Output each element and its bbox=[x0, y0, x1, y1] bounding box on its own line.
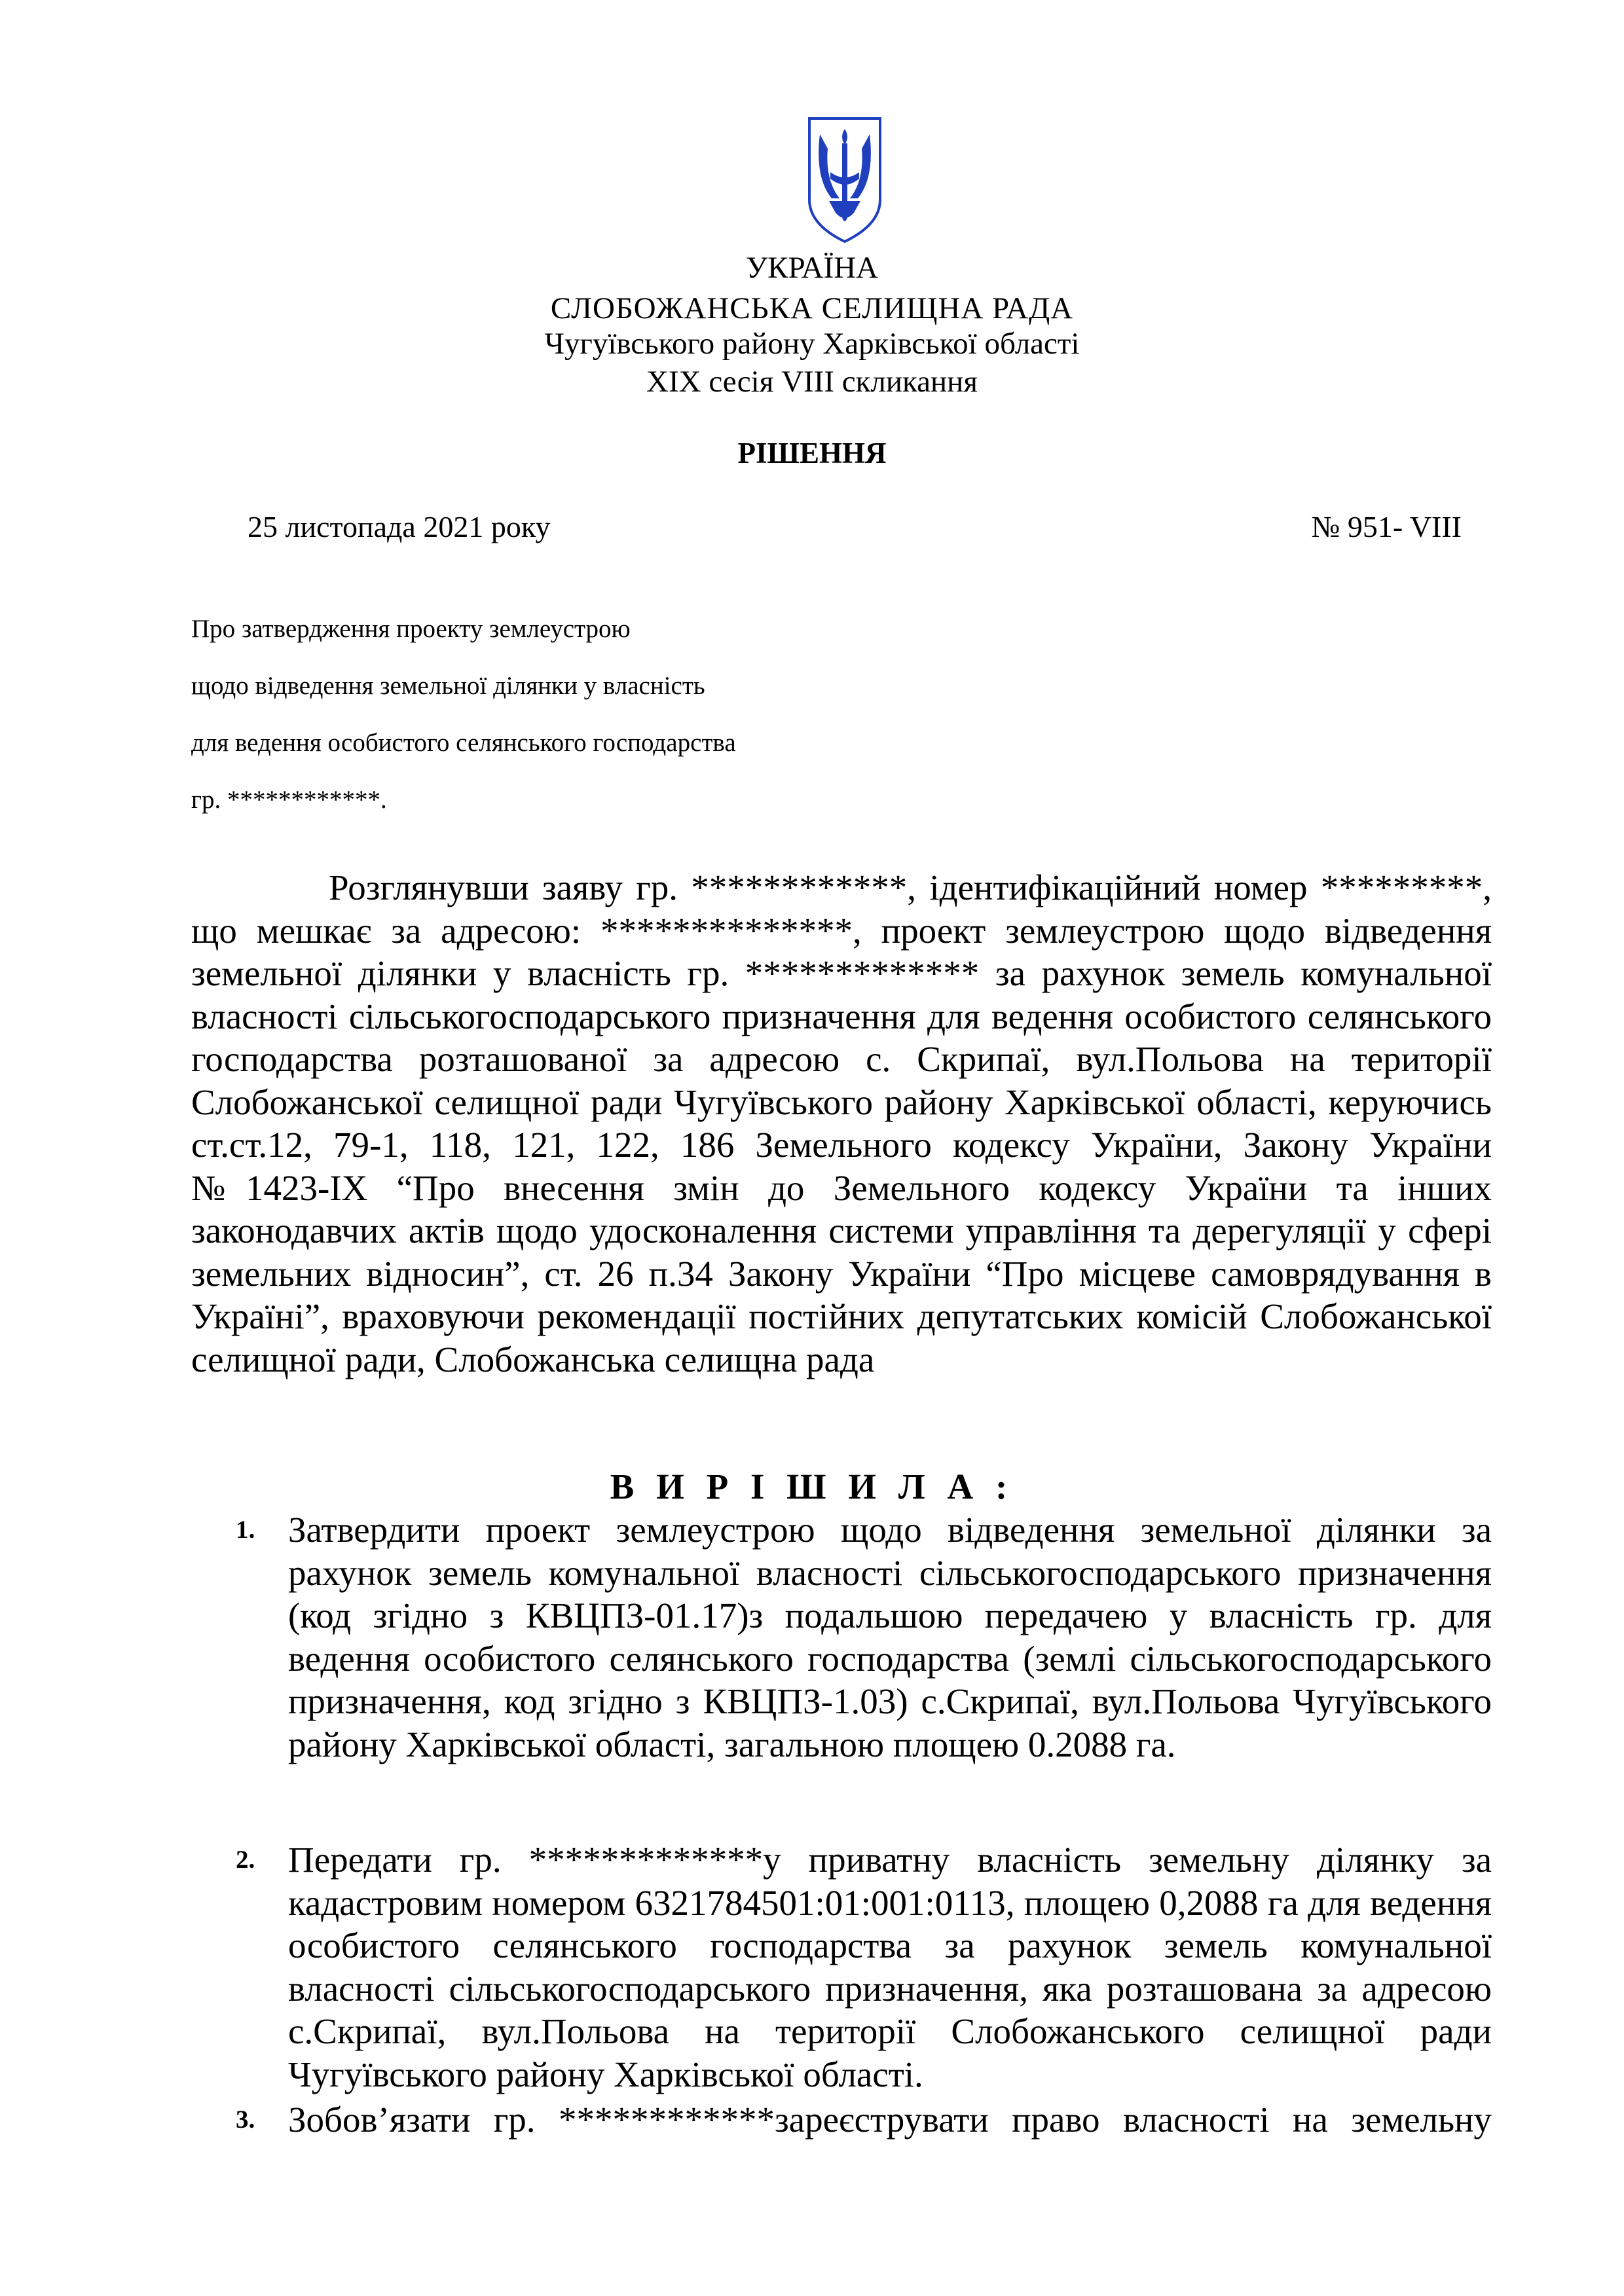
header-session: ХІХ сесія VIІІ скликання bbox=[646, 365, 978, 399]
subject-line: щодо відведення земельної ділянки у власність bbox=[191, 672, 705, 700]
header-district: Чугуївського району Харківської області bbox=[544, 327, 1080, 361]
item-text: Затвердити проект землеустрою щодо відведення земельної ділянки за рахунок земель комунальної власності сільськогосподарського призначення (код згідно з КВЦПЗ-01.17)з подальшою передачею у власність гр. для ведення особистого селянського господарства (землі сільськогосподарського призначення, код згідно з КВЦПЗ-1.03) с.Скрипаї, вул.Польова Чугуївського району Харківської області, загальною площею 0.2088 га. bbox=[288, 1510, 1492, 1764]
item-text: Передати гр. *************у приватну власність земельну ділянку за кадастровим номером 6321784501:01:001:0113, площею 0,2088 га для ведення особистого селянського господарства за рахунок земель комунальної власності сільськогосподарського призначення, яка розташована за адресою с.Скрипаї, вул.Польова на території Слобожанського селищної ради Чугуївського району Харківської області. bbox=[288, 1840, 1492, 2094]
item-number: 1. bbox=[236, 1516, 255, 1544]
decision-number: № 951- VIII bbox=[1311, 510, 1462, 543]
resolved-heading: В И Р І Ш И Л А : bbox=[610, 1467, 1014, 1506]
preamble-paragraph: Розглянувши заяву гр. ************, ідентифікаційний номер *********, що мешкає за адресою: **************, проект землеустрою щодо відведення земельної ділянки у власність гр. ************* за рахунок земель комунальної власності сільськогосподарського призначення для ведення особистого селянського господарства розташованої за адресою с. Скрипаї, вул.Польова на території Слобожанської селищної ради Чугуївського району Харківської області, керуючись ст.ст.12, 79-1, 118, 121, 122, 186 Земельного кодексу України, Закону України №1423-IX “Про внесення змін до Земельного кодексу України та інших законодавчих актів щодо удосконалення системи управління та дерегуляції у сфері земельних відносин”, ст. 26 п.34 Закону України “Про місцеве самоврядування в Україні”, враховуючи рекомендації постійних депутатських комісій Слобожанської селищної ради, Слобожанська селищна рада bbox=[191, 867, 1492, 1379]
item-number: 2. bbox=[236, 1846, 255, 1874]
subject-line: для ведення особистого селянського господарства bbox=[191, 729, 736, 757]
item-text: Зобов’язати гр. ************зареєструвати право власності на земельну bbox=[288, 2100, 1492, 2140]
trident-coat-of-arms-icon bbox=[805, 115, 884, 246]
item-number: 3. bbox=[236, 2105, 255, 2134]
subject-line: Про затвердження проекту землеустрою bbox=[191, 615, 631, 643]
header-council: СЛОБОЖАНСЬКА СЕЛИЩНА РАДА bbox=[550, 291, 1074, 325]
decision-title: РІШЕННЯ bbox=[737, 437, 887, 469]
header-country: УКРАЇНА bbox=[745, 251, 879, 285]
decision-date: 25 листопада 2021 року bbox=[248, 510, 551, 543]
subject-line: гр. ************. bbox=[191, 786, 387, 814]
